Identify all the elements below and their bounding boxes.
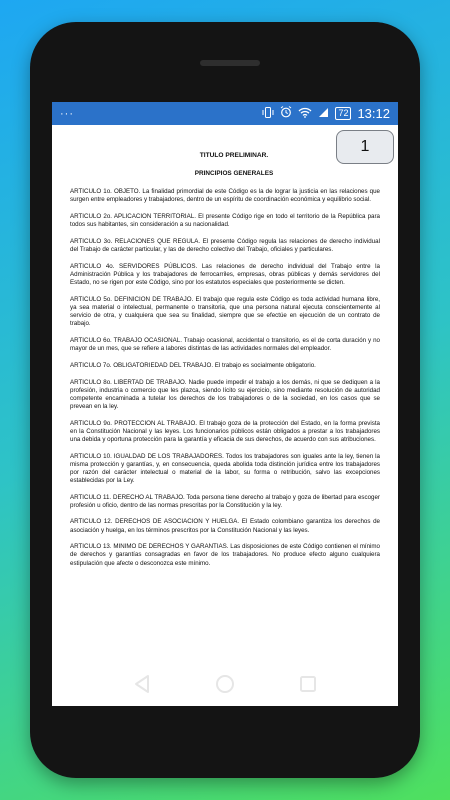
recents-button[interactable]	[294, 670, 322, 698]
article-paragraph: ARTICULO 7o. OBLIGATORIEDAD DEL TRABAJO. El trabajo es socialmente obligatorio.	[70, 361, 316, 369]
vibrate-icon	[262, 107, 274, 121]
wifi-icon	[298, 107, 312, 121]
alarm-icon	[280, 106, 292, 121]
document-subtitle: PRINCIPIOS GENERALES	[194, 170, 274, 178]
earpiece-speaker	[200, 60, 260, 66]
document-page[interactable]	[70, 152, 380, 576]
article-paragraph: ARTICULO 6o. TRABAJO OCASIONAL. Trabajo ocasional, accidental o transitorio, es el de corta duración y no mayor de un mes, que se refiere a labores distintas de las actividades normales del empleador.	[70, 336, 380, 352]
article-paragraph: ARTICULO 11. DERECHO AL TRABAJO. Toda persona tiene derecho al trabajo y goza de libertad para escoger profesión u oficio, dentro de las normas prescritas por la Constitución y la ley.	[70, 493, 380, 509]
document-title: TITULO PRELIMINAR.	[199, 152, 269, 159]
screen	[52, 102, 398, 706]
article-paragraph: ARTICULO 3o. RELACIONES QUE REGULA. El presente Código regula las relaciones de derecho individual del Trabajo de carácter particular, y las de derecho colectivo del Trabajo, oficiales y particulares.	[70, 237, 380, 254]
phone-frame	[30, 22, 420, 778]
signal-icon	[318, 107, 329, 121]
article-paragraph: ARTICULO 10. IGUALDAD DE LOS TRABAJADORES. Todos los trabajadores son iguales ante la ley, tienen la misma protección y garantías, y, en consecuencia, queda abolida toda distinción jurídica entre los trabajadores por razón del carácter intelectual o material de la labor, su forma o retribución, salvo las excepciones establecidas por la Ley.	[70, 452, 380, 484]
battery-indicator: 72	[335, 107, 351, 120]
status-clock: 13:12	[357, 106, 390, 121]
article-paragraph: ARTICULO 12. DERECHOS DE ASOCIACION Y HUELGA. El Estado colombiano garantiza los derechos de asociación y huelga, en los términos prescritos por la Constitución Nacional y las leyes.	[70, 518, 380, 534]
home-circle-icon	[215, 674, 235, 694]
notification-dots: ···	[60, 107, 74, 120]
article-paragraph: ARTICULO 8o. LIBERTAD DE TRABAJO. Nadie puede impedir el trabajo a los demás, ni que se dediquen a la profesión, industria o comercio que les plazca, siendo lícito su ejercicio, sino mediante resolución de autoridad competente encaminada a tutelar los derechos de los trabajadores o de la sociedad, en los casos que se prevean en la ley.	[70, 378, 380, 410]
recents-square-icon	[299, 675, 317, 693]
article-paragraph: ARTICULO 5o. DEFINICION DE TRABAJO. El trabajo que regula este Código es toda actividad humana libre, ya sea material o intelectual, permanente o transitoria, que una persona natural ejecuta conscientemente al servicio de otra, y cualquiera que sea su finalidad, siempre que se efectúe en ejecución de un contrato de trabajo.	[70, 295, 380, 328]
article-paragraph: ARTICULO 9o. PROTECCION AL TRABAJO. El trabajo goza de la protección del Estado, en la forma prevista en la Constitución Nacional y las leyes. Los funcionarios públicos están obligados a prestar a los trabajadores una debida y oportuna protección para la garantía y eficacia de sus derechos, de acuerdo con sus atribuciones.	[70, 419, 380, 443]
article-paragraph: ARTICULO 4o. SERVIDORES PÚBLICOS. Las relaciones de derecho individual del Trabajo entre la Administración Pública y los trabajadores de ferrocarriles, empresas, obras públicas y demás servidores del Estado, no se rigen por este Código, sino por los estatutos especiales que posteriormente se dicten.	[70, 262, 380, 286]
home-button[interactable]	[211, 670, 239, 698]
status-icons	[262, 106, 390, 121]
back-button[interactable]	[128, 670, 156, 698]
status-bar	[52, 102, 398, 125]
article-paragraph: ARTICULO 1o. OBJETO. La finalidad primordial de este Código es la de lograr la justicia en las relaciones que surgen entre empleadores y trabajadores, dentro de un espíritu de coordinación económica y equilibrio social.	[70, 188, 380, 204]
article-paragraph: ARTICULO 13. MINIMO DE DERECHOS Y GARANTIAS. Las disposiciones de este Código contienen el mínimo de derechos y garantías consagradas en favor de los trabajadores. No produce efecto alguno cualquiera estipulación que afecte o desconozca este mínimo.	[70, 543, 380, 567]
back-triangle-icon	[133, 674, 151, 694]
android-nav-bar	[30, 656, 420, 712]
page-number-badge[interactable]: 1	[336, 130, 394, 164]
article-paragraph: ARTICULO 2o. APLICACION TERRITORIAL. El presente Código rige en todo el territorio de la República para todos sus habitantes, sin consideración a su nacionalidad.	[70, 213, 380, 229]
